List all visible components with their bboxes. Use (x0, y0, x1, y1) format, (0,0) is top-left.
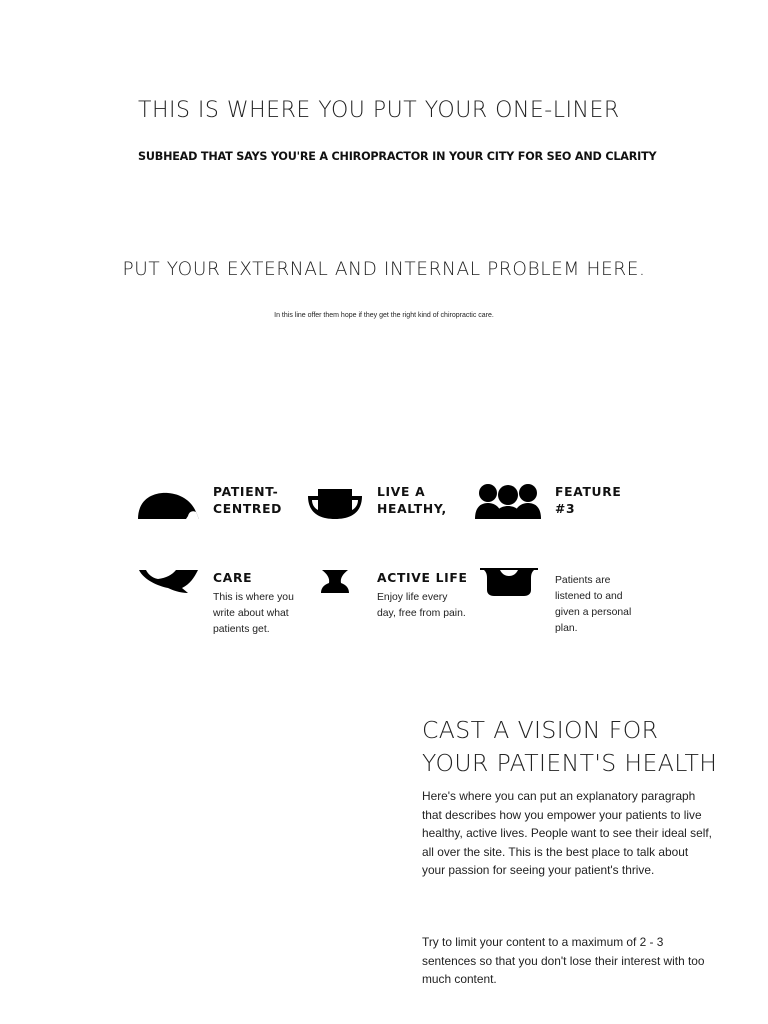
vision-paragraph-2: Try to limit your content to a maximum of 2 - 3 sentences so that you don't lose their interest with too much content. (422, 935, 705, 986)
trophy-base-icon (317, 570, 353, 594)
group-people-icon-bottom (480, 568, 538, 598)
feature-3-heading: FEATURE #3 (555, 485, 622, 516)
hero-title: THIS IS WHERE YOU PUT YOUR ONE-LINER (138, 98, 620, 123)
vision-paragraph-1: Here's where you can put an explanatory paragraph that describes how you empower your patients to live healthy, active lives. People want to see their ideal self, all over the site. This is the best place to talk about your passion for seeing your patient's thrive. (422, 789, 712, 877)
problem-hope-text: In this line offer them hope if they get the right kind of chiropractic care. (274, 312, 494, 319)
feature-1-text: This is where you write about what patients get. (213, 592, 294, 635)
feature-1-heading-cont: CARE (213, 571, 253, 585)
trophy-icon (304, 486, 366, 520)
chat-bubbles-icon-bottom (136, 568, 202, 594)
feature-2-heading: LIVE A HEALTHY, (377, 485, 447, 516)
group-people-icon (474, 482, 542, 520)
feature-2-heading-cont: ACTIVE LIFE (377, 571, 468, 585)
feature-2-text: Enjoy life every day, free from pain. (377, 592, 466, 619)
hero-subtitle: SUBHEAD THAT SAYS YOU'RE A CHIROPRACTOR IN YOUR CITY FOR SEO AND CLARITY (138, 150, 657, 163)
chat-bubbles-icon (136, 490, 202, 520)
feature-3-text: Patients are listened to and given a personal plan. (555, 575, 632, 634)
problem-title: PUT YOUR EXTERNAL AND INTERNAL PROBLEM HERE. (122, 259, 646, 280)
vision-title: CAST A VISION FOR YOUR PATIENT'S HEALTH (422, 716, 718, 777)
feature-1-heading: PATIENT- CENTRED (213, 485, 283, 516)
